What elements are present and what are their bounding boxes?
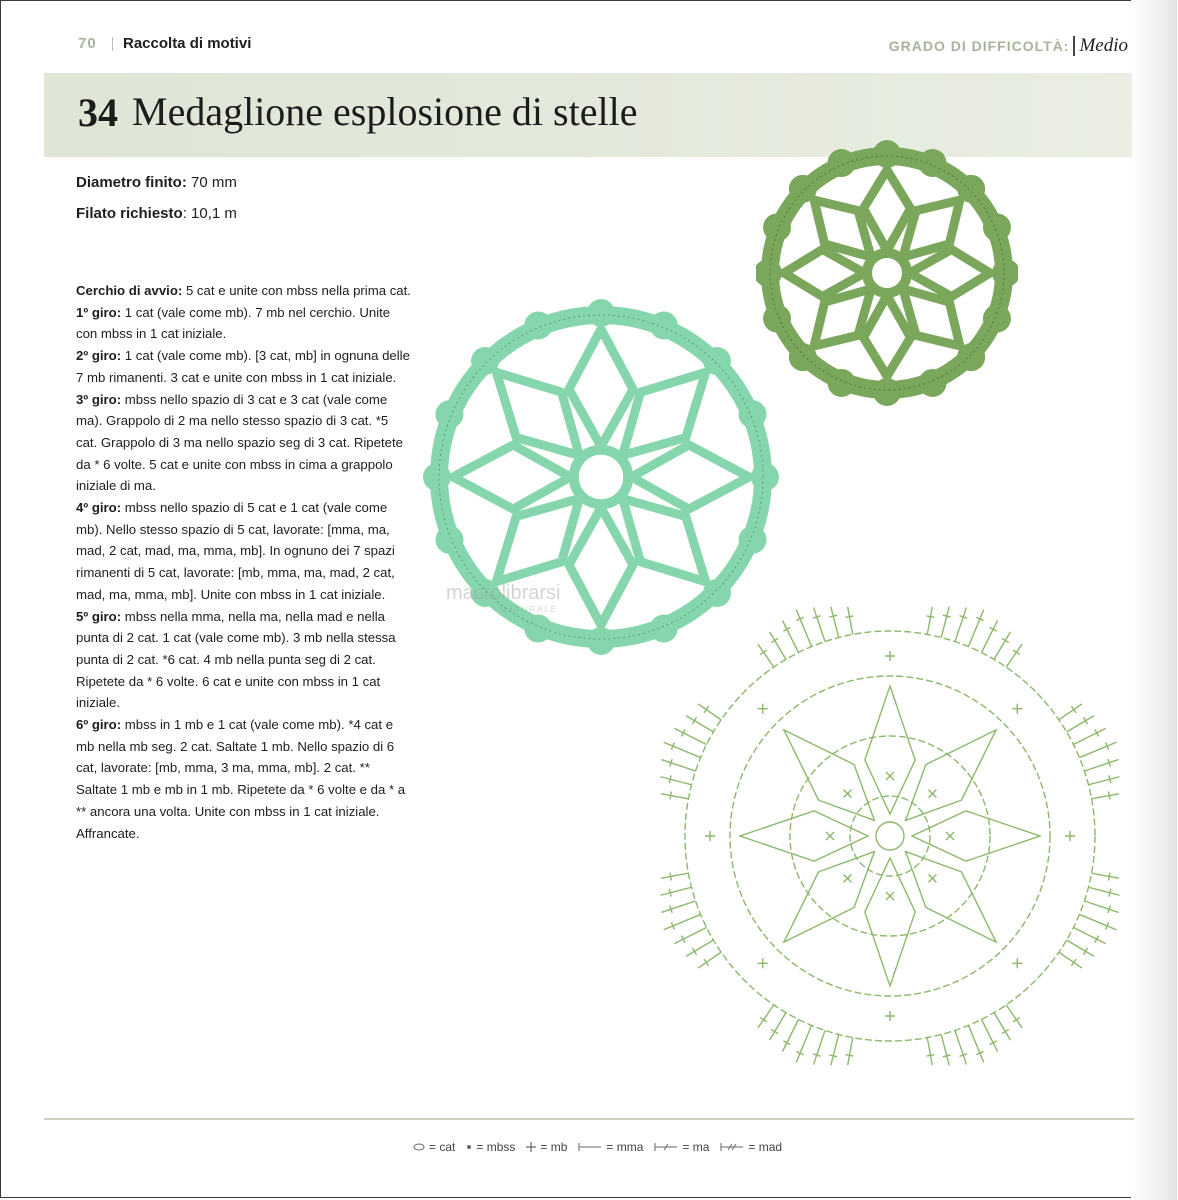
- diagram-star-point: [906, 730, 997, 821]
- footer-rule: [44, 1118, 1134, 1120]
- diagram-stitch: [758, 644, 774, 667]
- diameter-label: Diametro finito:: [76, 174, 187, 191]
- diagram-stitch-bar: [760, 650, 767, 655]
- light-motif-petal: [453, 445, 570, 509]
- diagram-stitch: [1073, 928, 1105, 944]
- diagram-stitch: [782, 620, 798, 652]
- diagram-stitch: [674, 728, 706, 744]
- diagram-stitch: [1006, 644, 1022, 667]
- diagram-stitch: [1084, 760, 1118, 771]
- diagram-stitch-bar: [669, 775, 671, 783]
- diagram-ring: [850, 796, 930, 876]
- diagram-ring: [685, 631, 1095, 1041]
- step-label: 5º giro:: [76, 608, 122, 624]
- diagram-stitch: [1092, 794, 1120, 799]
- diagram-stitch: [782, 1019, 798, 1051]
- pattern-title: Medaglione esplosione di stelle: [132, 89, 638, 134]
- diagram-mb-symbol: [758, 704, 768, 714]
- diagram-stitch: [955, 607, 966, 641]
- diagram-stitch: [941, 607, 949, 638]
- light-motif-petal: [632, 445, 749, 509]
- instruction-step: [76, 606, 412, 715]
- step-label: 2º giro:: [76, 348, 122, 364]
- diagram-stitch: [796, 610, 811, 647]
- diagram-stitch-bar: [771, 1030, 778, 1034]
- header-divider: [112, 37, 113, 51]
- diagram-stitch: [796, 1025, 811, 1062]
- diagram-stitch: [982, 620, 998, 652]
- diagram-x-symbol: [826, 832, 834, 840]
- legend-item-mbss: [465, 1140, 515, 1154]
- diagram-x-symbol: [844, 874, 852, 882]
- diagram-stitch: [927, 1038, 932, 1066]
- watermark: [446, 582, 560, 614]
- legend-item-cat: [412, 1140, 455, 1154]
- diagram-star-point: [906, 852, 997, 943]
- diagram-stitch-bar: [704, 706, 709, 713]
- diameter-value: 70 mm: [191, 174, 237, 191]
- chain-symbol-icon: [412, 1142, 426, 1152]
- instruction-step: [76, 302, 412, 345]
- step-text: 1 cat (vale come mb). 7 mb nel cerchio. Unite con mbss in 1 cat iniziale.: [76, 304, 391, 342]
- diagram-stitch: [1067, 940, 1095, 956]
- half-double-symbol-icon: [577, 1141, 603, 1153]
- diagram-stitch: [1088, 777, 1119, 785]
- step-text: 1 cat (vale come mb). [3 cat, mb] in ognuna delle 7 mb rimanenti. 3 cat e unite con mbss in 1 cat iniziale.: [76, 348, 410, 385]
- instruction-step: [76, 389, 412, 498]
- single-crochet-symbol-icon: [525, 1141, 537, 1153]
- instruction-step: [76, 714, 412, 844]
- diagram-stitch-bar: [846, 1055, 854, 1056]
- diagram-stitch: [831, 1034, 839, 1065]
- slip-stitch-symbol-icon: [465, 1142, 473, 1152]
- diagram-mb-symbol: [705, 831, 715, 841]
- diagram-stitch-bar: [760, 1017, 767, 1022]
- crochet-chart-diagram: [640, 576, 1140, 1096]
- diagram-stitch: [661, 794, 689, 799]
- diagram-stitch: [1059, 952, 1082, 968]
- diagram-ring: [790, 736, 990, 936]
- diagram-stitch: [1088, 887, 1119, 895]
- step-text: mbss nello spazio di 5 cat e 1 cat (vale come mb). Nello stesso spazio di 5 cat, lavorate: [mma, ma, mad, 2 cat, mad, ma, mma, mb]. In ognuno dei 7 spazi rimanenti di 5 cat, lavorate: [mb, mma, ma, mad, 2 cat, mad, ma, mma, mb]. Unite con mbss in 1 cat iniziale.: [76, 500, 395, 602]
- diagram-stitch-bar: [927, 1055, 935, 1056]
- diagram-stitch-bar: [1002, 1030, 1009, 1034]
- diagram-stitch: [770, 1013, 786, 1041]
- diagram-star-point: [912, 811, 1040, 861]
- symbol-legend: [412, 1140, 792, 1154]
- diagram-x-symbol: [886, 892, 894, 900]
- diagram-stitch: [664, 742, 701, 757]
- difficulty-indicator: [889, 35, 1128, 57]
- diagram-stitch-bar: [669, 889, 671, 897]
- page-number: 70: [78, 35, 97, 52]
- dark-motif-center-hole: [878, 264, 896, 282]
- yarn-spec: [76, 205, 237, 236]
- diagram-stitch: [686, 716, 714, 732]
- step-text: mbss in 1 mb e 1 cat (vale come mb). *4 cat e mb nella mb seg. 2 cat. Saltate 1 mb. Nello spazio di 6 cat, lavorate: [mb, mma, 3 ma, mma, mb]. 2 cat. ** Saltate 1 mb e mb in 1 mb. Ripetete da * 6 volte e da * a ** ancora una volta. Unite con mbss in 1 cat iniziale. Affrancate.: [76, 717, 406, 841]
- diagram-stitch: [1059, 704, 1082, 720]
- step-label: 3º giro:: [76, 391, 122, 407]
- diagram-stitch: [698, 952, 721, 968]
- step-label: 1º giro:: [76, 304, 122, 320]
- diagram-group: [661, 607, 1120, 1066]
- diagram-stitch-bar: [670, 792, 671, 800]
- difficulty-divider: [1073, 36, 1075, 56]
- diagram-stitch: [661, 887, 692, 895]
- instructions: [76, 280, 412, 844]
- diagram-x-symbol: [844, 790, 852, 798]
- diagram-stitch: [1006, 1005, 1022, 1028]
- diagram-mb-symbol: [758, 958, 768, 968]
- diagram-stitch: [848, 607, 853, 635]
- diagram-stitch: [1067, 716, 1095, 732]
- diagram-mb-symbol: [1012, 704, 1022, 714]
- diagram-stitch: [1092, 873, 1120, 878]
- step-label: 6º giro:: [76, 717, 122, 733]
- diagram-stitch: [982, 1019, 998, 1051]
- diagram-stitch-bar: [943, 615, 951, 617]
- step-label: Cerchio di avvio:: [76, 283, 183, 298]
- light-motif-petal: [569, 508, 633, 625]
- watermark-text: macrolibrarsi: [446, 582, 561, 604]
- diagram-stitch-bar: [771, 638, 778, 642]
- diagram-stitch: [664, 914, 701, 929]
- diagram-stitch: [955, 1030, 966, 1064]
- diagram-stitch: [1073, 728, 1105, 744]
- diagram-mb-symbol: [885, 1011, 895, 1021]
- instruction-step: [76, 497, 412, 606]
- diagram-stitch: [941, 1034, 949, 1065]
- diagram-mb-symbol: [1012, 958, 1022, 968]
- diagram-stitch-bar: [692, 717, 696, 724]
- step-label: 4º giro:: [76, 500, 122, 516]
- diagram-stitch: [848, 1038, 853, 1066]
- diagram-stitch-bar: [1013, 650, 1020, 655]
- legend-label: = mad: [748, 1140, 783, 1154]
- diagram-stitch-bar: [1002, 638, 1009, 642]
- diagram-stitch: [994, 632, 1010, 660]
- diagram-stitch: [994, 1013, 1010, 1041]
- diagram-stitch: [814, 1030, 825, 1064]
- diagram-stitch-bar: [927, 616, 935, 617]
- diagram-stitch: [661, 777, 692, 785]
- diagram-stitch: [674, 928, 706, 944]
- diagram-star-point: [784, 730, 875, 821]
- diagram-stitch: [1079, 742, 1116, 757]
- diagram-mb-symbol: [885, 651, 895, 661]
- legend-label: = cat: [429, 1140, 456, 1154]
- legend-item-ma: [653, 1140, 709, 1154]
- legend-item-mb: [525, 1140, 567, 1154]
- legend-label: = mb: [540, 1140, 568, 1154]
- legend-label: = ma: [682, 1140, 710, 1154]
- light-motif-center-hole: [589, 465, 613, 489]
- diagram-stitch: [758, 1005, 774, 1028]
- diagram-stitch-bar: [670, 873, 671, 881]
- diagram-stitch-bar: [829, 615, 837, 617]
- diagram-stitch: [927, 607, 932, 635]
- step-text: 5 cat e unite con mbss nella prima cat.: [185, 283, 411, 298]
- diagram-stitch-bar: [829, 1055, 837, 1057]
- diagram-stitch: [770, 632, 786, 660]
- legend-item-mma: [577, 1140, 643, 1154]
- diagram-stitch-bar: [692, 948, 696, 955]
- diagram-ring: [730, 676, 1050, 996]
- light-motif-petal: [569, 329, 633, 446]
- diagram-star-point: [784, 852, 875, 943]
- running-header: [78, 35, 1128, 55]
- difficulty-label: GRADO DI DIFFICOLTÀ:: [888, 38, 1070, 54]
- watermark-sub: NATURALE: [500, 605, 559, 614]
- instruction-step: [76, 345, 412, 388]
- yarn-label: Filato richiesto: [76, 205, 183, 222]
- step-text: mbss nello spazio di 3 cat e 3 cat (vale come ma). Grappolo di 2 ma nello stesso spazio di 3 cat. *5 cat. Grappolo di 3 ma nello spazio seg di 3 cat. Ripetete da * 6 volte. 5 cat e unite con mbss in cima a grappolo iniziale di ma.: [76, 391, 403, 494]
- diagram-star-point: [865, 858, 915, 986]
- diagram-stitch-bar: [1084, 948, 1088, 955]
- diagram-mb-symbol: [1065, 831, 1075, 841]
- diagram-x-symbol: [928, 874, 936, 882]
- pattern-specs: [76, 174, 237, 236]
- diagram-stitch-bar: [1084, 717, 1088, 724]
- legend-item-mad: [719, 1140, 782, 1154]
- instruction-step: [76, 280, 412, 302]
- diagram-stitch: [831, 607, 839, 638]
- diagram-star-point: [865, 686, 915, 814]
- diagram-x-symbol: [886, 772, 894, 780]
- dark-motif-group: [756, 140, 1018, 406]
- diagram-stitch: [698, 704, 721, 720]
- diagram-stitch-bar: [1071, 706, 1076, 713]
- diagram-stitch-bar: [704, 959, 709, 966]
- diagram-x-symbol: [928, 790, 936, 798]
- diagram-stitch-bar: [1071, 959, 1076, 966]
- diagram-stitch: [968, 610, 983, 647]
- diagram-stitch-bar: [846, 616, 854, 617]
- legend-label: = mbss: [476, 1140, 516, 1154]
- crochet-motif-dark: [756, 98, 1018, 448]
- yarn-value: : 10,1 m: [182, 205, 237, 222]
- diagram-stitch: [968, 1025, 983, 1062]
- diagram-stitch-bar: [1109, 775, 1111, 783]
- diagram-stitch-bar: [1109, 889, 1111, 897]
- diagram-stitch: [1079, 914, 1116, 929]
- difficulty-level: Medio: [1079, 35, 1128, 56]
- section-title: Raccolta di motivi: [123, 35, 252, 52]
- diagram-x-symbol: [946, 832, 954, 840]
- legend-label: = mma: [606, 1140, 644, 1154]
- treble-symbol-icon: [719, 1141, 745, 1153]
- step-text: mbss nella mma, nella ma, nella mad e nella punta di 2 cat. 1 cat (vale come mb). 3 mb nella stessa punta di 2 cat. *6 cat. 4 mb nella punta seg di 2 cat. Ripetete da * 6 volte. 6 cat e unite con mbss in 1 cat iniziale.: [76, 608, 396, 711]
- pattern-number: 34: [78, 90, 118, 135]
- diagram-stitch-bar: [1013, 1017, 1020, 1022]
- diagram-stitch-bar: [1109, 792, 1110, 800]
- diagram-stitch: [686, 940, 714, 956]
- diameter-spec: [76, 174, 237, 205]
- diagram-stitch-bar: [1109, 873, 1110, 881]
- diagram-stitch: [1084, 901, 1118, 912]
- diagram-center: [876, 822, 904, 850]
- double-crochet-symbol-icon: [653, 1141, 679, 1153]
- diagram-stitch: [814, 607, 825, 641]
- diagram-stitch: [661, 901, 695, 912]
- diagram-stitch-bar: [943, 1055, 951, 1057]
- diagram-star-point: [740, 811, 868, 861]
- diagram-stitch: [661, 760, 695, 771]
- diagram-stitch: [661, 873, 689, 878]
